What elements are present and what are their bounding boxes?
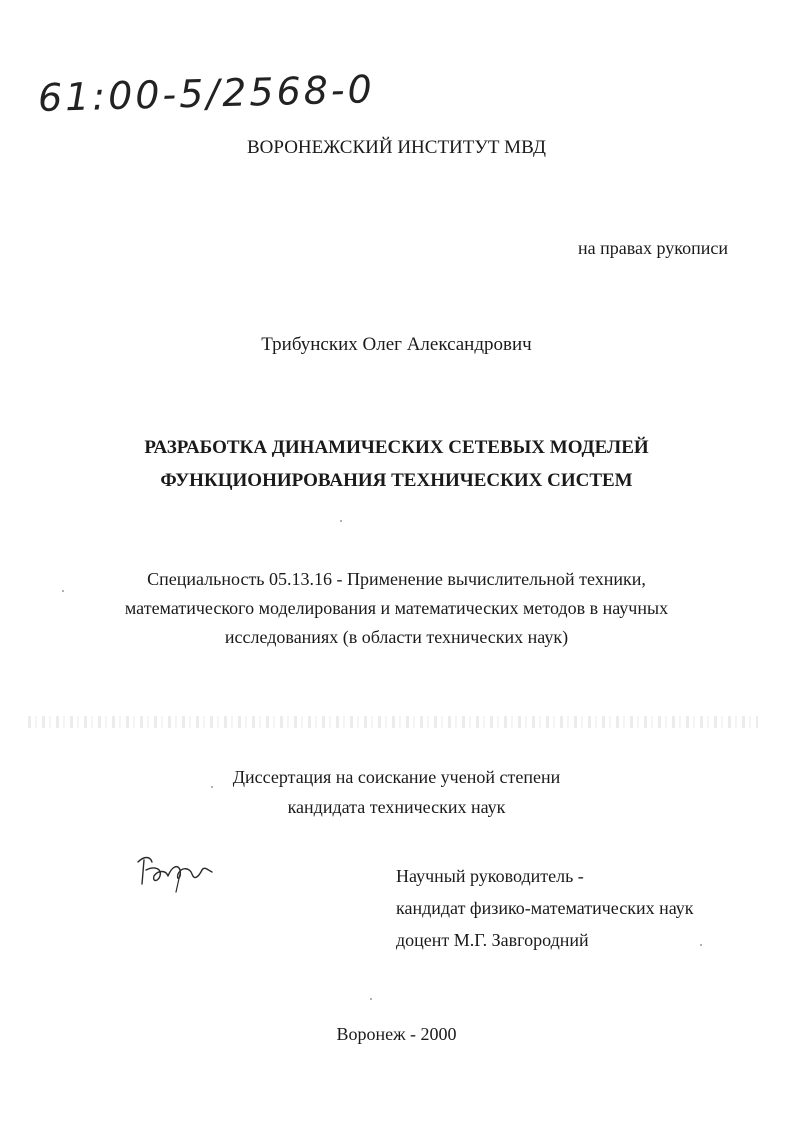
institute-name: ВОРОНЕЖСКИЙ ИНСТИТУТ МВД	[247, 137, 546, 158]
supervisor-block	[396, 860, 694, 956]
specialty-block	[0, 565, 793, 652]
catalog-number: 61:00-5/2568-0	[37, 67, 376, 120]
scan-speck	[700, 944, 702, 946]
specialty-line: исследованиях (в области технических наук)	[224, 627, 569, 647]
title-line: РАЗРАБОТКА ДИНАМИЧЕСКИХ СЕТЕВЫХ МОДЕЛЕЙ	[144, 437, 649, 458]
scan-speck	[211, 786, 213, 788]
degree-block	[0, 762, 793, 822]
author-signature	[132, 848, 222, 898]
rights-note: на правах рукописи	[578, 238, 728, 258]
supervisor-line: кандидат физико-математических наук	[396, 898, 694, 918]
scan-speck	[62, 590, 64, 592]
city-year: Воронеж - 2000	[336, 1024, 457, 1044]
degree-line: кандидата технических наук	[287, 797, 506, 817]
scan-speck	[370, 998, 372, 1000]
specialty-line: математического моделирования и математических методов в научных	[124, 598, 669, 618]
specialty-line: Специальность 05.13.16 - Применение вычислительной техники,	[147, 569, 646, 589]
title-line: ФУНКЦИОНИРОВАНИЯ ТЕХНИЧЕСКИХ СИСТЕМ	[160, 470, 633, 491]
degree-line: Диссертация на соискание ученой степени	[232, 767, 561, 787]
author-name: Трибунских Олег Александрович	[261, 334, 532, 355]
thesis-title	[0, 431, 793, 497]
supervisor-line: доцент М.Г. Завгородний	[396, 930, 589, 950]
supervisor-line: Научный руководитель -	[396, 866, 584, 886]
scan-artifact	[28, 716, 758, 728]
scan-speck	[340, 520, 342, 522]
